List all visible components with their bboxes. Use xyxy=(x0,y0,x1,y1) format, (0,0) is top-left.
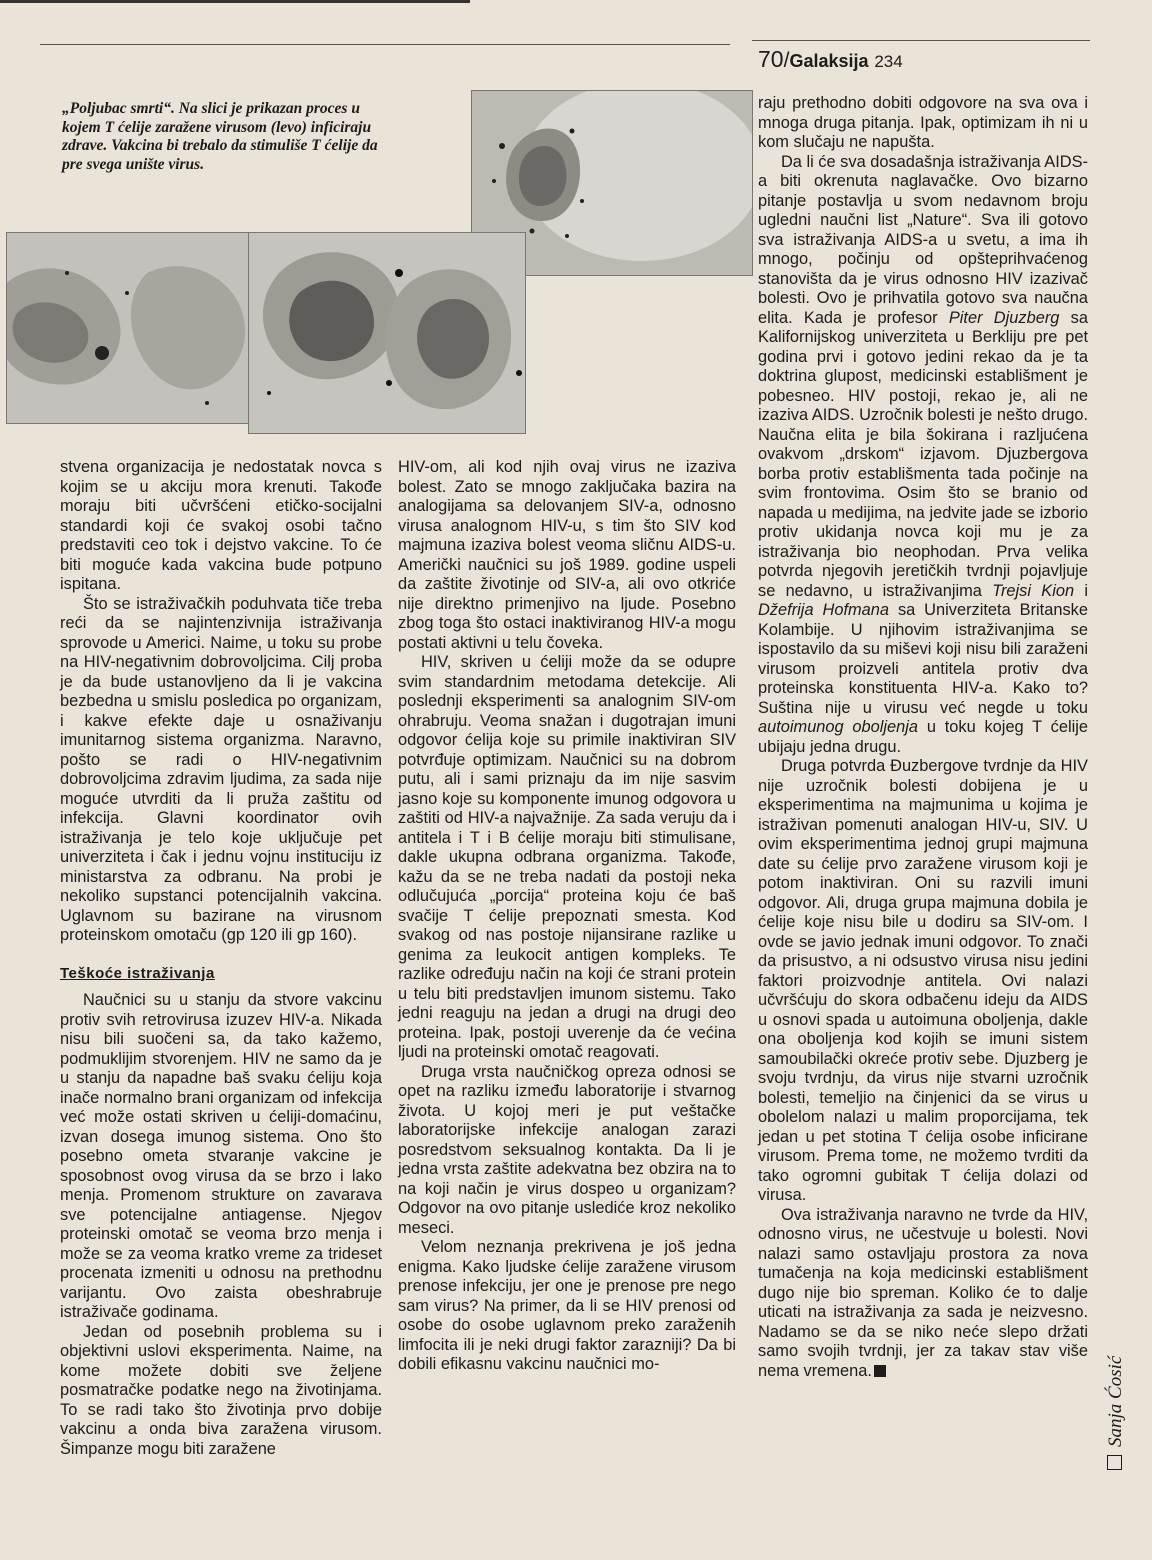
col3-paragraph-nature xyxy=(758,153,1088,758)
top-edge-bar xyxy=(0,0,470,3)
header-rule-left xyxy=(40,44,730,45)
col2-paragraph: HIV, skriven u ćeliji može da se odupre svim standardnim metodama detekcije. Ali poslednji eksperimenti sa analognim SIV-om ohrabruju. Veoma snažan i dugotrajan imuni odgovor ćelija koje su primile inaktiviran SIV potvrđuje optimizam. Naučnici su na dobrom putu, ali i sami priznaju da im nije sasvim jasno koje su komponente imunog odgovora u zaštiti od HIV-a najvažnije. Za sada veruju da i antitela i T i B ćelije moraju biti stimulisane, dakle ukupna odbrana organizma. Takođe, kažu da se ne treba nadati da postoji neka odlučujuća „porcija“ proteina koju će baš svačije T ćelije prepoznati smesta. Kod svakog od nas postoje nijansirane razlike u genima za leukocit antigen kompleks. Te razlike određuju način na koji će strani protein u telu biti predstavljen imunom sistemu. Tako jedni reaguju na jedan a drugi na drugi deo proteina. Ipak, postoji uverenje da će većina ljudi na proteinski omotač reagovati. xyxy=(398,653,736,1061)
article-column-2 xyxy=(398,458,736,1375)
micrograph-bottom-left xyxy=(6,232,250,424)
col1-paragraph: Naučnici su u stanju da stvore vakcinu protiv svih retrovirusa izuzev HIV-a. Nikada nisu bili suočeni sa, da tako kažemo, podmuklijim stvorenjem. HIV ne samo da je u stanju da napadne baš svaku ćeliju koja inače normalno brani organizam od infekcija već može ostati skriven u ćeliji-domaćinu, izvan dosega imunog sistema. Ono što posebno ometa stvaranje vakcine je sposobnost ovog virusa da se brzo i lako menja. Promenom strukture on zavarava sve potencijalne antiagense. Njegov proteinski omotač se veoma brzo menja i može se za veoma kratko vreme za trideset procenata izmeniti u odnosu na prethodnu varijantu. Ovo zaista obeshrabruje istraživače godinama. xyxy=(60,991,382,1321)
page-number: 70 xyxy=(758,46,784,72)
col3-text: Ova istraživanja naravno ne tvrde da HIV, odnosno virus, ne učestvuje u bolesti. Novi nalazi samo ostavljaju prostora za nova tumačenja na koja medicinski establišment dugo nije bio spreman. Koliko će to dalje uticati na istraživanja za sada je neizvesno. Nadamo se da se niko neće slepo držati samo svojih tvrdnji, jer za takav stav više nema vremena. xyxy=(758,1205,1088,1380)
person-name: Džefrija Hofmana xyxy=(758,601,889,619)
term: autoimunog oboljenja xyxy=(758,718,919,736)
col2-paragraph: Velom neznanja prekrivena je još jedna enigma. Kako ljudske ćelije zaražene virusom prenose infekciju, jer one je prenose pre nego sam virus? Na primer, da li se HIV prenosi od osobe do osobe uglavnom preko zaraženih limfocita ili je neki drugi faktor zarazniji? Da bi dobili efikasnu vakcinu naučnici mo- xyxy=(398,1238,736,1373)
col3-text: sa Univerziteta Britanske Kolambije. U njihovim istraživanjima se ispostavilo da su miševi koji nisu bili zaraženi virusom proizveli antitela protiv dva proteinska konstituenta HIV-a. Kako to? Suština nije u virusu već negde u toku xyxy=(758,601,1088,717)
col2-paragraph: HIV-om, ali kod njih ovaj virus ne izaziva bolest. Zato se mnogo zaključaka bazira na analogijama sa delovanjem SIV-a, odnosno virusa analognom HIV-u, s tim što SIV kod majmuna izaziva bolest veoma sličnu AIDS-u. Američki naučnici su još 1989. godine uspeli da zaštite životinje od SIV-a, ali ovo otkriće nije direktno primenjivo na ljude. Posebno zbog toga što ostaci inaktiviranog HIV-a mogu postati aktivni u telu čoveka. xyxy=(398,458,736,652)
col2-paragraph: Druga vrsta naučničkog opreza odnosi se opet na razliku između laboratorije i stvarnog života. U kojoj meri je put veštačke laboratorijske infekcije analogan zarazi posredstvom seksualnog kontakta. Da li je jedna vrsta zaštite adekvatna bez obzira na to na koji način je virus dospeo u organizam? Odgovor na ovo pitanje uslediće kroz nekoliko meseci. xyxy=(398,1062,736,1237)
photo-caption: „Poljubac smrti“. Na slici je prikazan proces u kojem T ćelije zaražene virusom (levo) inficiraju zdrave. Vakcina bi trebalo da stimuliše T ćelije da pre svega unište virus. xyxy=(62,100,378,173)
end-of-article-mark xyxy=(874,1365,886,1377)
col1-paragraph: Što se istraživačkih poduhvata tiče treba reći da se najintenzivnija istraživanja sprovode u Americi. Naime, u toku su probe na HIV-negativnim dobrovoljcima. Cilj proba je da bude ustanovljeno da li je vakcina bezbedna u smislu posledica po organizam, i kakve efekte daje u osnaživanju imunitarnog sistema organizma. Naravno, pošto se radi o HIV-negativnim dobrovoljcima zdravim ljudima, za sada nije moguće utvrditi da li pruža zaštitu od infekcija. Glavni koordinator ovih istraživanja je telo koje uključuje pet univerziteta i čak i jednu vojnu instituciju iz ministarstva za odbranu. Na probi je nekoliko supstanci potencijalnih vakcina. Uglavnom su bazirane na virusnom proteinskom omotaču (gp 120 ili gp 160). xyxy=(60,594,382,944)
magazine-name: Galaksija xyxy=(789,51,869,71)
col3-paragraph-final xyxy=(758,1206,1088,1382)
col3-text: sa Kalifornijskog univerziteta u Berkliju pre pet godina prvi i gotovo jedini rekao da je ta doktrina glupost, medicinski establišment je pobesneo. HIV postoji, rekao je, ali ne izaziva AIDS. Uzročnik bolesti je nešto drugo. Naučna elita je bila šokirana i razljućena ovakvom „drskom“ izjavom. Djuzbergova borba protiv establišmenta tada počinje na svim frontovima. Osim što se branio od napada u medijima, na jedvite jade se izborio protiv ukidanja novca koji mu je za istraživanja bio neophodan. Prva velika potvrda njegovih jeretičkih tvrdnji pojavljuje se nedavno, u istraživanjima xyxy=(758,308,1088,600)
col1-paragraph: stvena organizacija je nedostatak novca s kojim se u akciju mora krenuti. Takođe moraju biti učvršćeni etičko-socijalni standardi koji će svakoj osobi tačno predstaviti ceo tok i dejstvo vakcine. To će biti moguće kada vakcina bude potpuno ispitana. xyxy=(60,458,382,593)
col1-paragraph: Jedan od posebnih problema su i objektivni uslovi eksperimenta. Naime, na kome možete dobiti sve željene posmatračke podatke nego na životinjama. To se radi tako što životinja prvo dobije vakcinu a onda biva zaražena virusom. Šimpanze mogu biti zaražene xyxy=(60,1322,382,1458)
author-name: Sanja Ćosić xyxy=(1105,1355,1126,1447)
section-subheading: Teškoće istraživanja xyxy=(60,964,215,982)
issue-number: 234 xyxy=(874,52,903,71)
person-name: Trejsi Kion xyxy=(992,581,1075,600)
col3-paragraph: raju prethodno dobiti odgovore na sva ova i mnoga druga pitanja. Ipak, optimizam ih ni u kom slučaju ne napušta. xyxy=(758,94,1088,151)
header-rule-right xyxy=(752,40,1090,41)
col3-text: u toku kojeg T ćelije ubijaju jedna drugu. xyxy=(758,718,1088,756)
author-byline xyxy=(1105,1356,1127,1470)
col3-text: i xyxy=(1084,581,1088,600)
col3-paragraph: Druga potvrda Đuzbergove tvrdnje da HIV nije uzročnik bolesti dobijena je u eksperimentima na majmunima u kojima je istraživan pomenuti analogan HIV-u, SIV. U ovim eksperimentima jednoj grupi majmuna date su ćelije prvo zaražene virusom koji je potom inaktiviran. Oni su razvili imuni odgovor. Ali, druga grupa majmuna dobila je ćelije koje nisu bile u dodiru sa SIV-om. I ovde se javio jednak imuni odgovor. To znači da prisustvo, a ni odsustvo virusa nisu jedini faktori proizvodnje antitela. Ovi nalazi učvršćuju do skora odbačenu ideju da AIDS u osnovi spada u autoimuna oboljenja, dakle ona oboljenja kod kojih se imuni sistem samoubilački okreće protiv sebe. Djuzberg je svoju tvrdnju, da virus nije stvarni uzročnik bolesti, temeljio na činjenici da se virus u obolelom nalazi u malim proporcijama, tek jedan u pet stotina T ćelija osobe inficirane virusom. Prema tome, ne možemo tvrditi da tako ogromni gubitak T ćelija dolazi od virusa. xyxy=(758,757,1088,1204)
page-folio: 70/Galaksija 234 xyxy=(758,46,903,72)
byline-box-icon xyxy=(1107,1455,1122,1470)
article-column-1 xyxy=(60,458,382,1459)
micrograph-bottom-right xyxy=(248,232,526,434)
article-column-3 xyxy=(758,94,1088,1381)
col3-text: Da li će sva dosadašnja istraživanja AIDS-a biti okrenuta naglavačke. Ovo bizarno pitanje postavlja u svom nedavnom broju ugledni naučni list „Nature“. Sva ili gotovo sva istraživanja AIDS-a u svetu, a ima ih mnogo, počinju od opšteprihvaćenog stanovišta da je virus odnosno HIV izazivač bolesti. Ovo je prihvatila gotovo sva naučna elita. Kada je profesor xyxy=(758,152,1088,327)
person-name: Piter Djuzberg xyxy=(948,308,1060,327)
